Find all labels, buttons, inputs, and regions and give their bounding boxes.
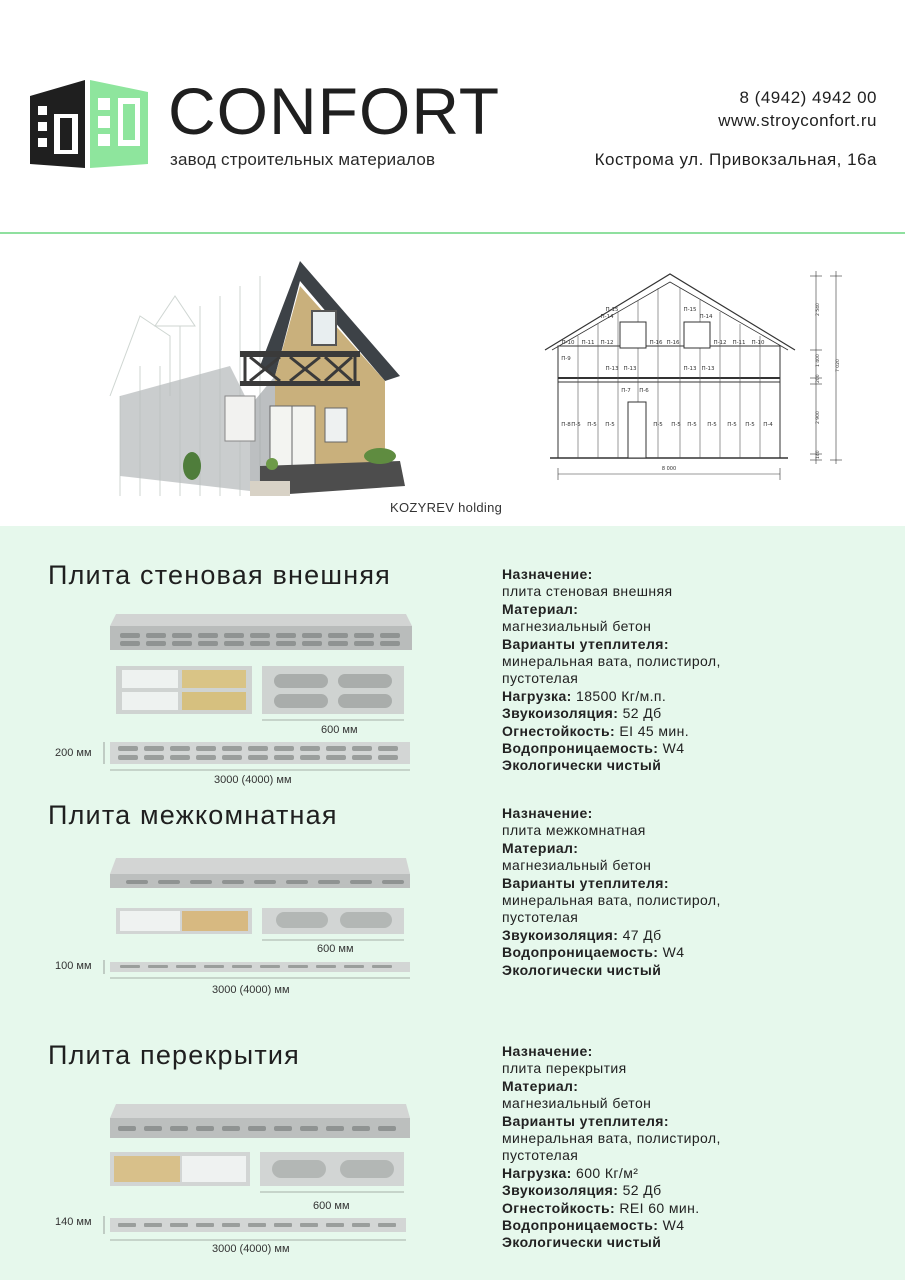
floor-slab-figure xyxy=(50,1100,420,1260)
spec-row: плита перекрытия xyxy=(502,1060,627,1077)
svg-text:П-6: П-6 xyxy=(639,388,649,394)
spec-list-interior-wall xyxy=(502,805,882,979)
dim-length: 3000 (4000) мм xyxy=(212,1243,290,1255)
svg-text:П-15: П-15 xyxy=(683,307,697,313)
spec-row: Экологически чистый xyxy=(502,961,662,978)
svg-text:П-7: П-7 xyxy=(621,388,631,394)
section-title-floor-slab: Плита перекрытия xyxy=(48,1040,300,1070)
svg-text:2 900: 2 900 xyxy=(816,411,821,424)
spec-row: плита стеновая внешняя xyxy=(502,583,673,600)
spec-row: Варианты утеплителя: xyxy=(502,635,669,652)
svg-text:П-12: П-12 xyxy=(713,340,727,346)
dim-width: 600 мм xyxy=(317,943,354,955)
svg-text:П-5: П-5 xyxy=(571,422,581,428)
svg-text:П-16: П-16 xyxy=(649,340,663,346)
brand-name: CONFORT xyxy=(168,74,501,148)
image-caption: KOZYREV holding xyxy=(390,500,503,515)
svg-text:П-13: П-13 xyxy=(623,366,637,372)
dim-length: 3000 (4000) мм xyxy=(214,774,292,786)
spec-list-floor-slab xyxy=(502,1043,882,1252)
svg-text:П-5: П-5 xyxy=(671,422,681,428)
svg-text:П-13: П-13 xyxy=(701,366,715,372)
svg-text:П-15: П-15 xyxy=(605,307,619,313)
phone-number[interactable]: 8 (4942) 4942 00 xyxy=(739,88,877,107)
spec-row: Варианты утеплителя: xyxy=(502,874,669,891)
svg-text:П-16: П-16 xyxy=(666,340,680,346)
spec-row: Огнестойкость: EI 45 мин. xyxy=(502,722,690,739)
header xyxy=(0,0,905,234)
website-link[interactable]: www.stroyconfort.ru xyxy=(718,111,877,130)
svg-text:П-11: П-11 xyxy=(732,340,746,346)
spec-row: Материал: xyxy=(502,839,579,856)
spec-row: магнезиальный бетон xyxy=(502,618,652,635)
dim-width: 600 мм xyxy=(321,724,358,736)
section-title-interior-wall: Плита межкомнатная xyxy=(48,800,338,830)
spec-row: Водопроницаемость: W4 xyxy=(502,740,685,757)
svg-text:7 020: 7 020 xyxy=(836,359,841,372)
svg-text:П-13: П-13 xyxy=(605,366,619,372)
svg-text:П-14: П-14 xyxy=(699,314,713,320)
confort-logo-icon xyxy=(30,78,148,170)
spec-row: Назначение: xyxy=(502,566,593,582)
spec-list-external-wall xyxy=(502,566,882,775)
spec-row: магнезиальный бетон xyxy=(502,1095,652,1112)
svg-text:П-5: П-5 xyxy=(745,422,755,428)
dim-width: 600 мм xyxy=(313,1200,350,1212)
svg-text:П-5: П-5 xyxy=(605,422,615,428)
illustration-band xyxy=(0,236,905,526)
spec-row: Экологически чистый xyxy=(502,757,662,774)
dim-height: 100 мм xyxy=(55,960,92,972)
dim-length: 3000 (4000) мм xyxy=(212,984,290,996)
spec-row: Материал: xyxy=(502,1077,579,1094)
svg-text:200: 200 xyxy=(816,374,821,383)
external-wall-slab-figure xyxy=(50,604,420,790)
house-render-image xyxy=(100,256,420,506)
spec-row: Звукоизоляция: 52 Дб xyxy=(502,1182,662,1199)
spec-row: магнезиальный бетон xyxy=(502,857,652,874)
svg-text:П-5: П-5 xyxy=(587,422,597,428)
address: Кострома ул. Привокзальная, 16а xyxy=(594,150,877,169)
svg-text:П-14: П-14 xyxy=(600,314,614,320)
spec-row: Экологически чистый xyxy=(502,1234,662,1251)
spec-row: Нагрузка: 600 Кг/м² xyxy=(502,1164,639,1181)
header-divider xyxy=(0,232,905,234)
facade-drawing-image xyxy=(540,266,860,506)
spec-row: плита межкомнатная xyxy=(502,822,646,839)
svg-text:П-8: П-8 xyxy=(561,422,571,428)
svg-text:140: 140 xyxy=(816,450,821,459)
interior-wall-slab-figure xyxy=(50,854,420,1000)
dim-height: 140 мм xyxy=(55,1216,92,1228)
svg-text:П-10: П-10 xyxy=(751,340,765,346)
svg-text:П-12: П-12 xyxy=(600,340,614,346)
section-title-external-wall: Плита стеновая внешняя xyxy=(48,560,391,590)
contacts xyxy=(718,86,877,132)
svg-text:1 400: 1 400 xyxy=(816,354,821,367)
spec-row: минеральная вата, полистирол, пустотелая xyxy=(502,653,721,687)
spec-row: Водопроницаемость: W4 xyxy=(502,944,685,961)
svg-text:П-5: П-5 xyxy=(687,422,697,428)
svg-text:8 000: 8 000 xyxy=(661,466,677,472)
brand-subtitle: завод строительных материалов xyxy=(170,150,436,169)
svg-text:П-4: П-4 xyxy=(763,422,773,428)
spec-row: Нагрузка: 18500 Кг/м.п. xyxy=(502,687,667,704)
spec-row: минеральная вата, полистирол, пустотелая xyxy=(502,1130,721,1164)
svg-text:П-9: П-9 xyxy=(561,356,571,362)
spec-row: Звукоизоляция: 47 Дб xyxy=(502,926,662,943)
spec-row: Назначение: xyxy=(502,1043,593,1059)
spec-row: Водопроницаемость: W4 xyxy=(502,1217,685,1234)
spec-row: минеральная вата, полистирол, пустотелая xyxy=(502,892,721,926)
svg-text:П-5: П-5 xyxy=(707,422,717,428)
spec-row: Назначение: xyxy=(502,805,593,821)
spec-row: Звукоизоляция: 52 Дб xyxy=(502,705,662,722)
svg-text:П-5: П-5 xyxy=(727,422,737,428)
dim-height: 200 мм xyxy=(55,747,92,759)
spec-row: Материал: xyxy=(502,600,579,617)
svg-text:П-5: П-5 xyxy=(653,422,663,428)
svg-text:П-11: П-11 xyxy=(581,340,595,346)
spec-row: Варианты утеплителя: xyxy=(502,1112,669,1129)
spec-row: Огнестойкость: REI 60 мин. xyxy=(502,1199,700,1216)
svg-text:2 540: 2 540 xyxy=(816,303,821,316)
svg-text:П-13: П-13 xyxy=(683,366,697,372)
svg-text:П-10: П-10 xyxy=(561,340,575,346)
